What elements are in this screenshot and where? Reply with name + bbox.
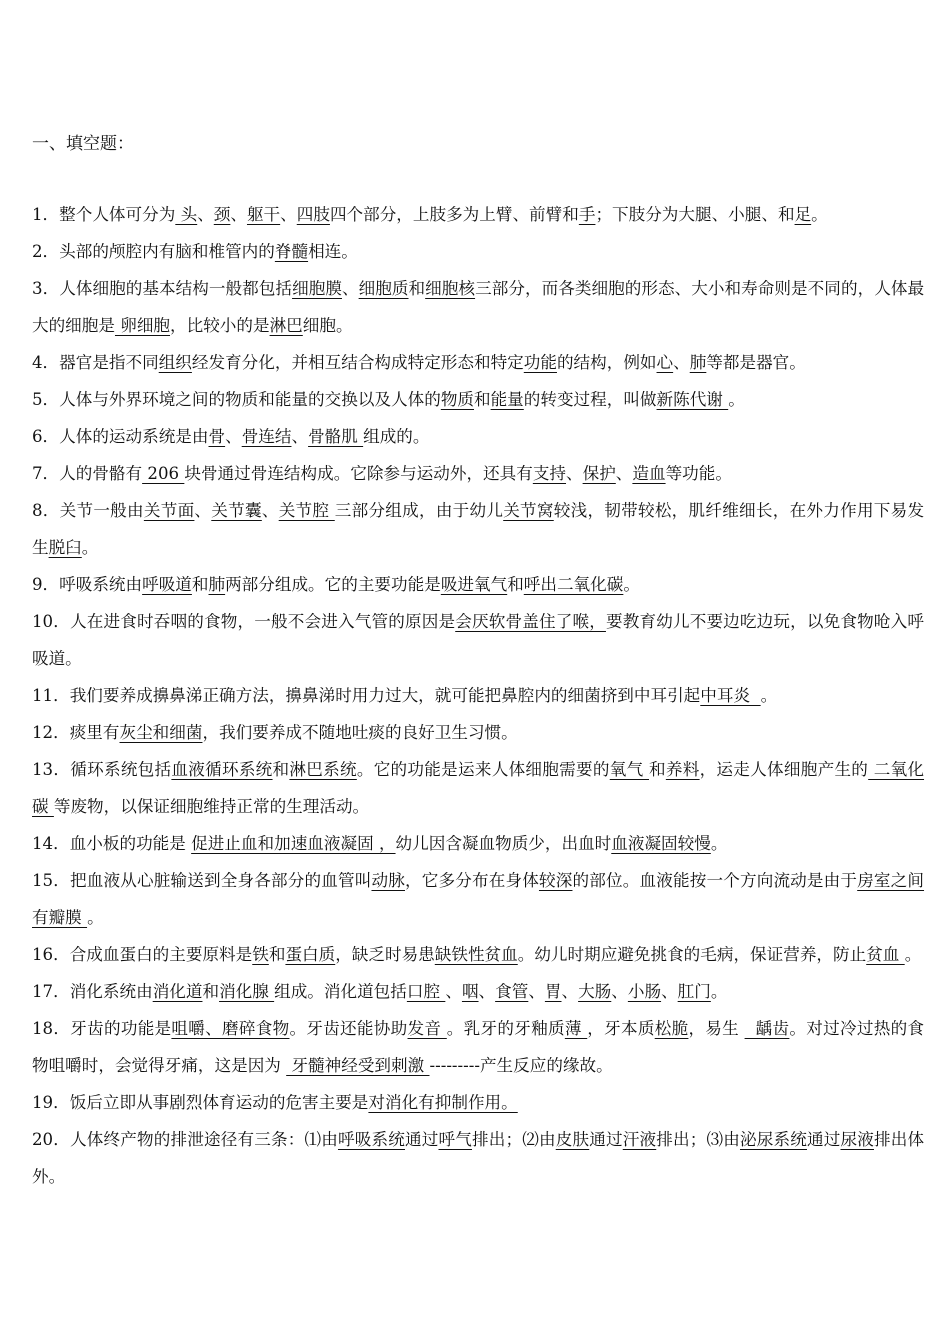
- question-text: 和: [268, 945, 286, 964]
- question-text: 。: [87, 908, 104, 927]
- question-text: 三部分组成，由于幼儿: [334, 501, 504, 520]
- question-item: [32, 492, 924, 566]
- answer-text: 细胞质: [358, 279, 409, 298]
- answer-text: 造血: [632, 464, 666, 483]
- question-text: 。: [760, 686, 778, 705]
- question-item: [32, 751, 924, 825]
- question-text: 组成。消化道包括: [274, 982, 407, 1001]
- question-item: [32, 233, 924, 270]
- question-text: ，缺乏时易患: [335, 945, 435, 964]
- answer-text: 薄: [564, 1019, 588, 1038]
- question-text: 、: [291, 427, 309, 446]
- question-text: 18．牙齿的功能是: [32, 1019, 172, 1038]
- question-text: 5．人体与外界环境之间的物质和能量的交换以及人体的: [32, 390, 441, 409]
- answer-text: 骨骼肌: [308, 427, 364, 446]
- question-text: 3．人体细胞的基本结构一般都包括: [32, 279, 293, 298]
- question-text: 、: [261, 501, 279, 520]
- answer-text: 口腔: [406, 982, 446, 1001]
- answer-text: 组织: [158, 353, 192, 372]
- question-text: 通过: [589, 1130, 623, 1149]
- answer-text: 躯干: [246, 205, 281, 224]
- question-text: 9．呼吸系统由: [32, 575, 143, 594]
- answer-text: 关节面: [143, 501, 195, 520]
- answer-text: 呼出二氧化碳: [523, 575, 624, 594]
- answer-text: 手: [578, 205, 596, 224]
- answer-text: 皮肤: [555, 1130, 590, 1149]
- question-text: 13．循环系统包括: [32, 760, 172, 779]
- question-text: 和: [191, 575, 209, 594]
- answer-text: 血液循环系统: [171, 760, 273, 779]
- answer-text: 颈: [213, 205, 231, 224]
- question-item: [32, 566, 924, 603]
- answer-text: 消化腺: [219, 982, 275, 1001]
- answer-text: 咽: [461, 982, 479, 1001]
- answer-text: 食管: [495, 982, 529, 1001]
- question-text: 经发育分化，并相互结合构成特定形态和特定: [191, 353, 524, 372]
- question-text: 19．饭后立即从事剧烈体育运动的危害主要是: [32, 1093, 369, 1112]
- question-item: [32, 455, 924, 492]
- answer-text: 房室之间有瓣膜: [32, 871, 925, 927]
- question-text: 、: [611, 982, 628, 1001]
- answer-text: 胃: [544, 982, 562, 1001]
- answer-text: 尿液: [840, 1130, 874, 1149]
- answer-text: 较深: [538, 871, 573, 890]
- question-text: 的结构，例如: [556, 353, 657, 372]
- answer-text: 大肠: [578, 982, 612, 1001]
- question-text: 和: [474, 390, 491, 409]
- answer-text: 对消化有抑制作用。: [368, 1093, 518, 1112]
- question-text: 、: [528, 982, 545, 1001]
- answer-text: 保护: [582, 464, 616, 483]
- question-item: [32, 418, 924, 455]
- answer-text: 促进止血和加速血液凝固 ，: [191, 834, 396, 853]
- answer-text: 关节窝: [503, 501, 554, 520]
- question-text: 等废物，以保证细胞维持正常的生理活动。: [53, 797, 370, 816]
- question-text: 组成的。: [363, 427, 430, 446]
- answer-text: 卵细胞: [114, 316, 171, 335]
- question-item: [32, 714, 924, 751]
- answer-text: 肛门: [677, 982, 711, 1001]
- question-text: 。它的功能是运来人体细胞需要的: [356, 760, 610, 779]
- question-text: 排出；⑵由: [471, 1130, 556, 1149]
- question-text: 、: [341, 279, 359, 298]
- question-text: 排出体外。: [32, 1130, 925, 1186]
- answer-text: 206: [142, 464, 185, 483]
- question-text: 。: [904, 945, 922, 964]
- answer-text: 淋巴系统: [289, 760, 357, 779]
- question-text: 、: [661, 982, 678, 1001]
- question-text: 块骨通过骨连结构成。它除参与运动外，还具有: [184, 464, 533, 483]
- question-text: 、: [673, 353, 690, 372]
- question-text: ，它多分布在身体: [404, 871, 539, 890]
- question-item: [32, 196, 924, 233]
- question-text: 。: [710, 834, 728, 853]
- question-text: 10．人在进食时吞咽的食物，一般不会进入气管的原因是: [32, 612, 456, 631]
- question-text: 。牙齿还能协助: [289, 1019, 408, 1038]
- question-text: 细胞。: [302, 316, 353, 335]
- question-text: 2．头部的颅腔内有脑和椎管内的: [32, 242, 275, 261]
- question-item: [32, 344, 924, 381]
- question-text: 通过: [806, 1130, 841, 1149]
- question-text: 、: [194, 501, 212, 520]
- answer-text: 关节囊: [211, 501, 262, 520]
- question-text: ，运走人体细胞产生的: [699, 760, 869, 779]
- answer-text: 关节腔: [278, 501, 335, 520]
- question-text: 通过: [404, 1130, 439, 1149]
- question-item: [32, 1121, 924, 1195]
- question-text: 要教育幼儿不要边吃边玩，以免食物呛入呼吸道。: [32, 612, 925, 668]
- answer-text: 脱臼: [48, 538, 82, 557]
- answer-text: 松脆: [654, 1019, 689, 1038]
- question-text: 两部分组成。它的主要功能是: [225, 575, 441, 594]
- answer-text: 新陈代谢: [656, 390, 729, 409]
- answer-text: 血液凝固较慢: [611, 834, 711, 853]
- question-text: 等功能。: [665, 464, 732, 483]
- question-item: [32, 603, 924, 677]
- answer-text: 骨: [208, 427, 226, 446]
- question-text: ，我们要养成不随地吐痰的良好卫生习惯。: [202, 723, 518, 742]
- question-text: 6．人体的运动系统是由: [32, 427, 209, 446]
- question-text: 、: [230, 205, 247, 224]
- question-text: 幼儿因含凝血物质少，出血时: [395, 834, 612, 853]
- answer-text: 小肠: [627, 982, 662, 1001]
- answer-text: 泌尿系统: [739, 1130, 807, 1149]
- answer-text: 肺: [689, 353, 707, 372]
- question-text: 。: [710, 982, 728, 1001]
- question-item: [32, 1084, 924, 1121]
- question-text: ---------产生反应的缘故。: [429, 1056, 613, 1075]
- question-text: 、: [197, 205, 214, 224]
- question-text: 三部分，而各类细胞的形态、大小和寿命则是不同的，人体最大的细胞是: [32, 279, 925, 335]
- answer-text: 物质: [440, 390, 474, 409]
- question-item: [32, 677, 924, 714]
- answer-text: 龋齿: [744, 1019, 790, 1038]
- question-text: 相连。: [308, 242, 358, 261]
- question-text: 排出；⑶由: [656, 1130, 740, 1149]
- answer-text: 吸进氧气: [440, 575, 508, 594]
- question-text: 和: [202, 982, 220, 1001]
- answer-text: 汗液: [622, 1130, 657, 1149]
- answer-text: 灰尘和细菌: [119, 723, 203, 742]
- question-text: 和: [272, 760, 290, 779]
- question-text: 、: [566, 464, 583, 483]
- answer-text: 二氧化碳: [32, 760, 925, 816]
- question-item: [32, 936, 924, 973]
- answer-text: 心: [656, 353, 674, 372]
- question-text: 较浅，韧带较松，肌纤维细长，在外力作用下易发生: [32, 501, 925, 557]
- question-text: 。幼儿时期应避免挑食的毛病，保证营养，防止: [517, 945, 867, 964]
- question-text: 16．合成血蛋白的主要原料是: [32, 945, 253, 964]
- answer-text: 脊髓: [274, 242, 309, 261]
- question-text: ，易生: [688, 1019, 745, 1038]
- answer-text: 动脉: [371, 871, 405, 890]
- answer-text: 氧气: [609, 760, 649, 779]
- question-text: 四个部分，上肢多为上臂、前臂和: [329, 205, 579, 224]
- question-text: 和: [408, 279, 426, 298]
- question-text: 15．把血液从心脏输送到全身各部分的血管叫: [32, 871, 372, 890]
- answer-text: 消化道: [152, 982, 203, 1001]
- question-item: [32, 270, 924, 344]
- question-text: 。: [81, 538, 99, 557]
- answer-text: 呼气: [438, 1130, 472, 1149]
- question-list: [32, 196, 924, 1195]
- answer-text: 呼吸道: [142, 575, 192, 594]
- question-text: 14．血小板的功能是: [32, 834, 192, 853]
- question-text: 。对过冷过热的食物咀嚼时，会觉得牙痛，这是因为: [32, 1019, 925, 1075]
- answer-text: 蛋白质: [285, 945, 336, 964]
- question-text: 和: [507, 575, 524, 594]
- answer-text: 肺: [208, 575, 226, 594]
- question-text: 的部位。血液能按一个方向流动是由于: [572, 871, 858, 890]
- question-text: 8．关节一般由: [32, 501, 144, 520]
- answer-text: 细胞核: [425, 279, 476, 298]
- answer-text: 会厌软骨盖住了喉，: [455, 612, 606, 631]
- answer-text: 功能: [523, 353, 557, 372]
- question-text: ，牙本质: [587, 1019, 655, 1038]
- answer-text: 细胞膜: [292, 279, 342, 298]
- answer-text: 咀嚼、磨碎食物: [171, 1019, 290, 1038]
- question-text: 。: [728, 390, 745, 409]
- section-heading: 一、填空题：: [32, 134, 134, 154]
- answer-text: 铁: [252, 945, 269, 964]
- question-text: ，比较小的是: [170, 316, 270, 335]
- answer-text: 养料: [665, 760, 700, 779]
- question-item: [32, 825, 924, 862]
- answer-text: 支持: [532, 464, 567, 483]
- question-text: 11．我们要养成擤鼻涕正确方法，擤鼻涕时用力过大，就可能把鼻腔内的细菌挤到中耳引起: [32, 686, 701, 705]
- question-item: [32, 1010, 924, 1084]
- question-text: 、: [478, 982, 496, 1001]
- question-text: 17．消化系统由: [32, 982, 153, 1001]
- answer-text: 能量: [490, 390, 524, 409]
- question-text: 4．器官是指不同: [32, 353, 159, 372]
- answer-text: 呼吸系统: [337, 1130, 405, 1149]
- question-text: 20．人体终产物的排泄途径有三条：⑴由: [32, 1130, 338, 1149]
- answer-text: 骨连结: [241, 427, 292, 446]
- answer-text: 发音: [407, 1019, 447, 1038]
- question-text: 1．整个人体可分为: [32, 205, 176, 224]
- question-text: 7．人的骨骼有: [32, 464, 143, 483]
- question-text: ；下肢分为大腿、小腿、和: [595, 205, 795, 224]
- answer-text: 头: [175, 205, 198, 224]
- question-text: 、: [561, 982, 579, 1001]
- answer-text: 淋巴: [269, 316, 303, 335]
- question-item: [32, 862, 924, 936]
- question-text: 、: [445, 982, 462, 1001]
- question-text: 、: [280, 205, 297, 224]
- question-text: 、: [225, 427, 242, 446]
- question-text: 、: [615, 464, 633, 483]
- answer-text: 中耳炎: [700, 686, 761, 705]
- question-text: 和: [649, 760, 666, 779]
- answer-text: 牙髓神经受到刺激: [286, 1056, 430, 1075]
- answer-text: 缺铁性贫血: [434, 945, 518, 964]
- question-text: 的转变过程，叫做: [523, 390, 657, 409]
- answer-text: 足: [794, 205, 812, 224]
- question-text: 。: [623, 575, 640, 594]
- question-text: 。乳牙的牙釉质: [446, 1019, 565, 1038]
- answer-text: 贫血: [866, 945, 905, 964]
- question-text: 等都是器官。: [706, 353, 806, 372]
- question-text: 12．痰里有: [32, 723, 120, 742]
- question-item: [32, 973, 924, 1010]
- question-text: 。: [811, 205, 828, 224]
- answer-text: 四肢: [296, 205, 330, 224]
- question-item: [32, 381, 924, 418]
